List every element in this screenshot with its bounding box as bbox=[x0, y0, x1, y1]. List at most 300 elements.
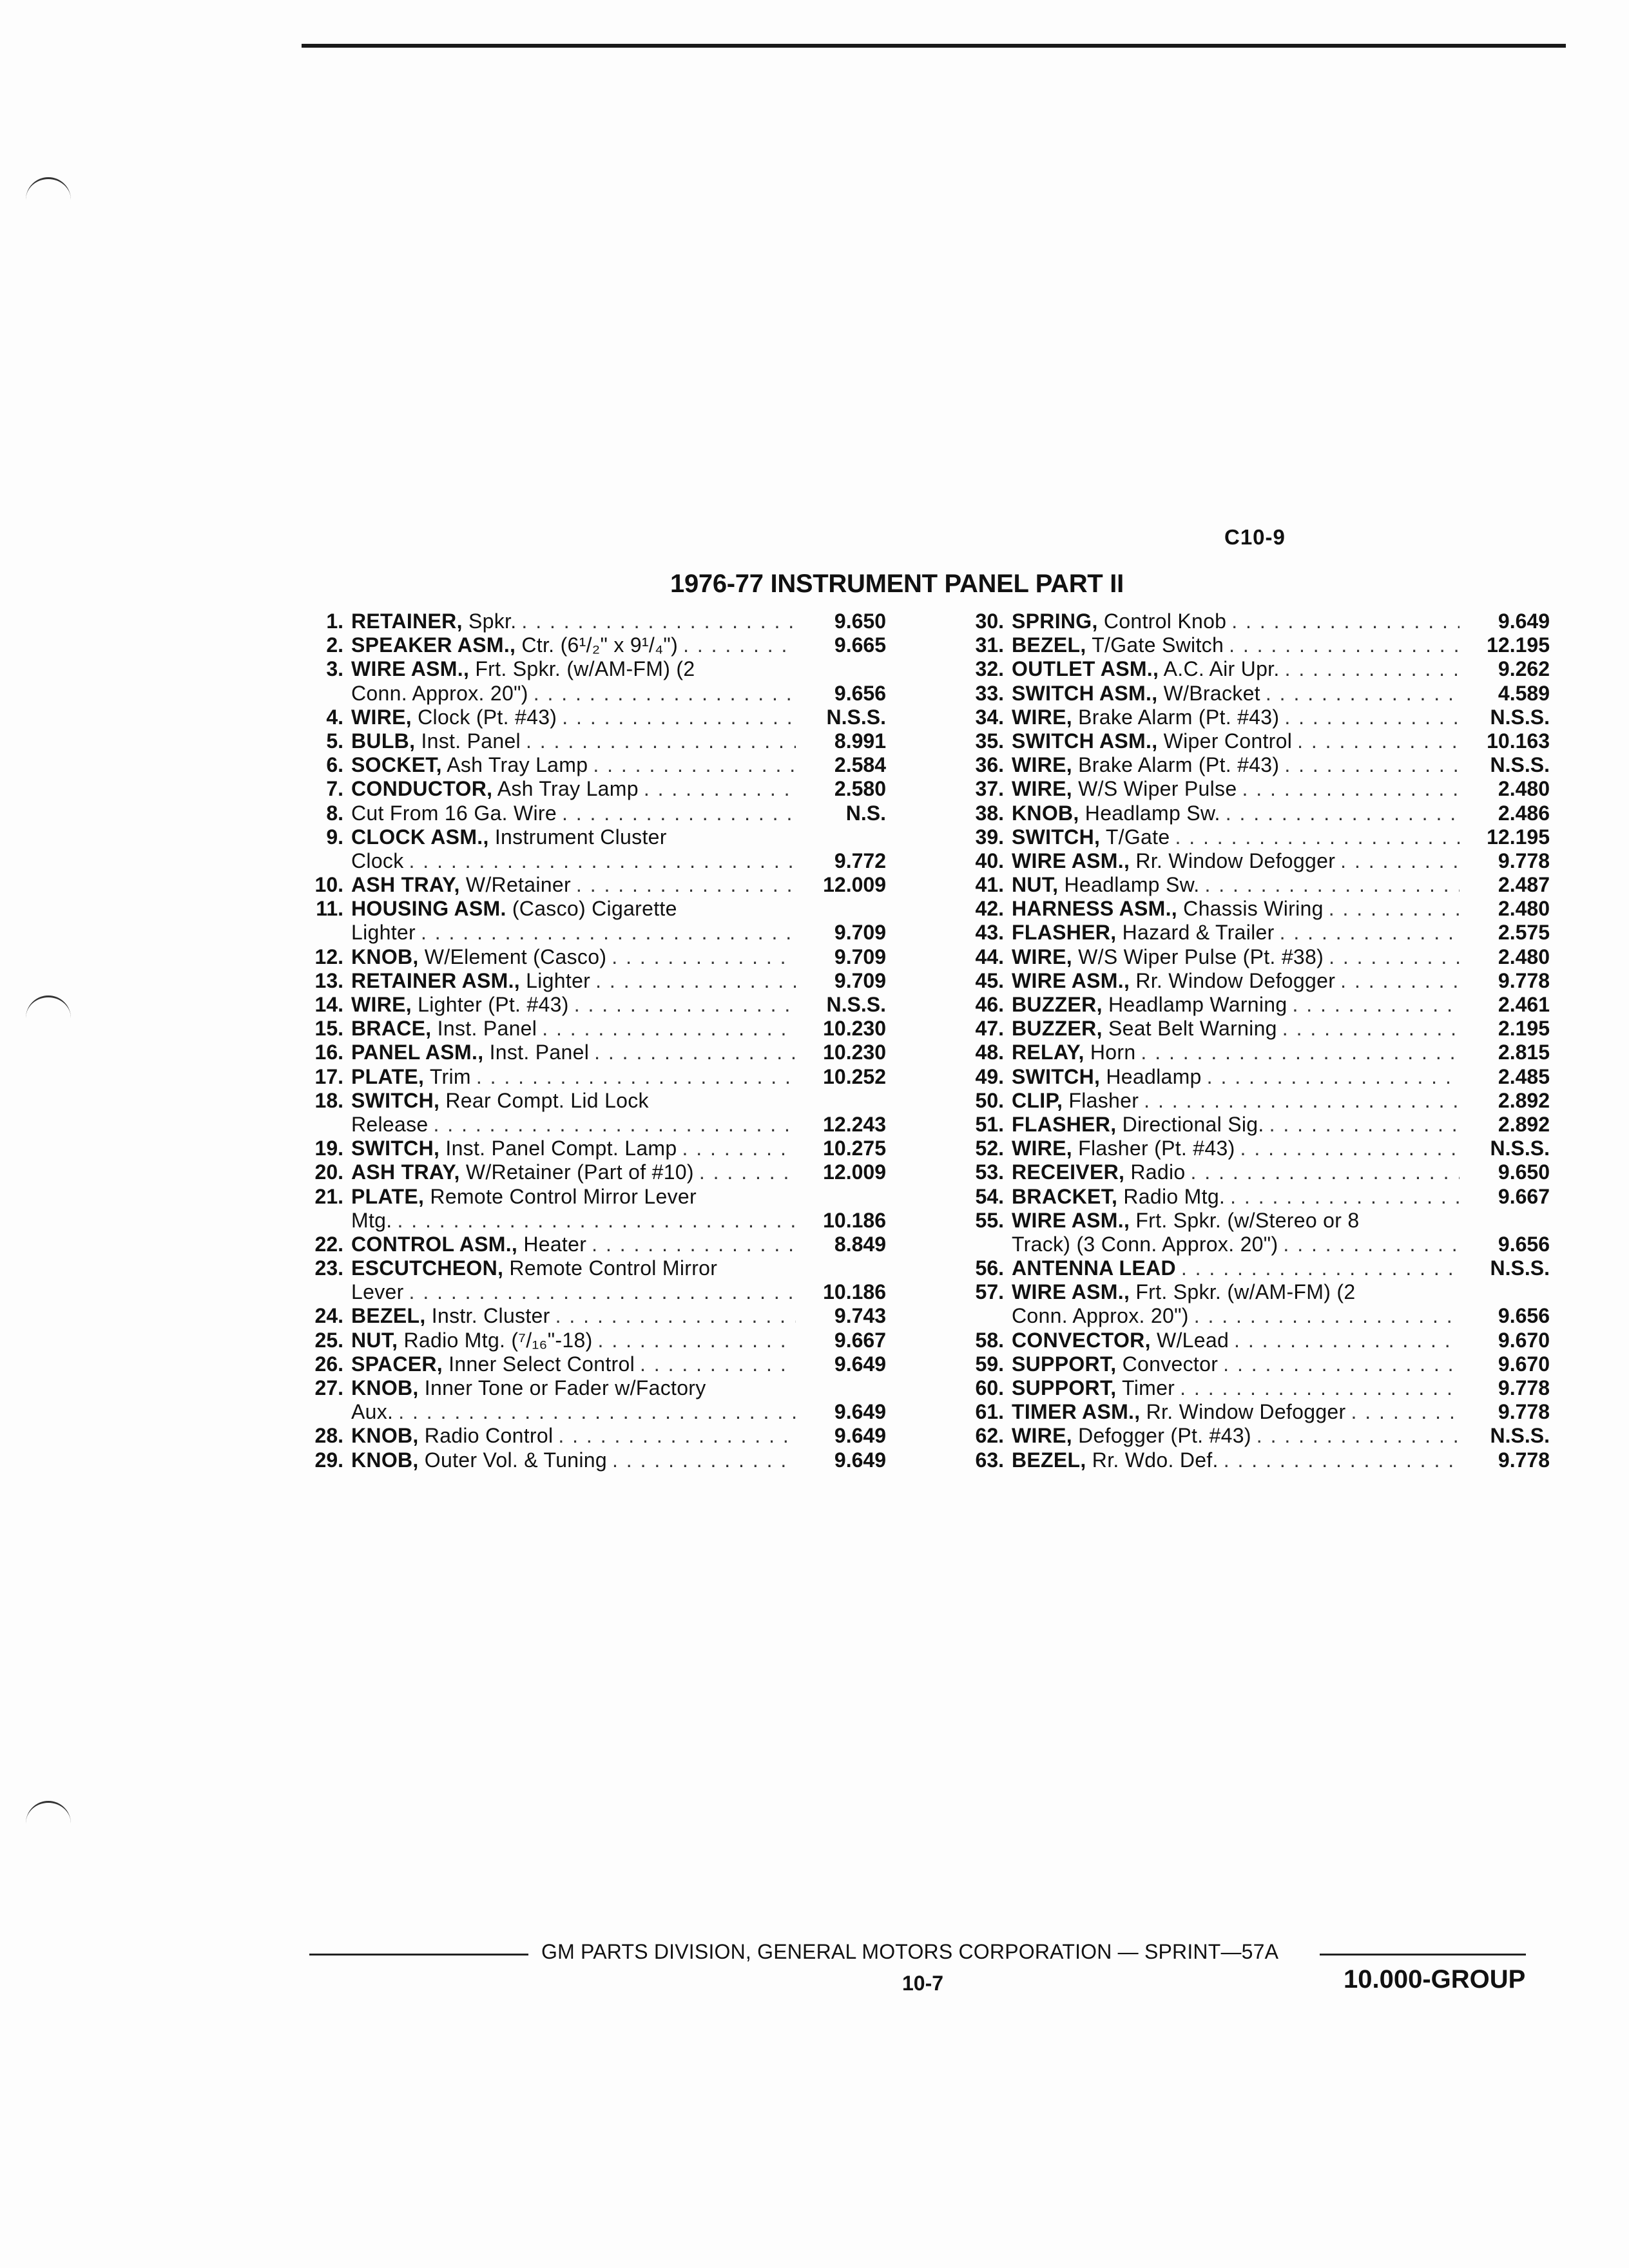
item-part-name: FLASHER, bbox=[1012, 1112, 1117, 1136]
parts-list-row bbox=[954, 1041, 1550, 1064]
group-number: N.S.S. bbox=[1490, 705, 1550, 729]
parts-list-row bbox=[954, 777, 1550, 801]
item-part-name: KNOB, bbox=[351, 1376, 419, 1399]
item-description bbox=[1012, 1137, 1235, 1160]
dot-leader bbox=[516, 610, 796, 633]
item-detail: Rr. Window Defogger bbox=[1130, 968, 1336, 992]
parts-list-row bbox=[954, 873, 1550, 897]
dot-leader bbox=[1260, 682, 1460, 706]
item-detail: Ash Tray Lamp bbox=[492, 777, 639, 801]
item-number: 56. bbox=[975, 1256, 1004, 1280]
item-part-name: KNOB, bbox=[351, 1448, 419, 1472]
parts-list-row bbox=[954, 802, 1550, 825]
item-number: 15. bbox=[314, 1017, 343, 1041]
dot-leader bbox=[528, 682, 796, 706]
item-description bbox=[1012, 1160, 1186, 1184]
group-number: 9.656 bbox=[834, 681, 886, 705]
item-description bbox=[351, 1233, 586, 1256]
group-number: 9.709 bbox=[834, 968, 886, 992]
parts-list-row bbox=[954, 1233, 1550, 1256]
parts-list-row bbox=[954, 1113, 1550, 1137]
dot-leader bbox=[1280, 657, 1460, 681]
item-detail: Headlamp Warning bbox=[1102, 993, 1287, 1016]
group-number: 9.709 bbox=[834, 945, 886, 968]
parts-list-row bbox=[293, 753, 886, 777]
dot-leader bbox=[1175, 1376, 1460, 1400]
group-number: 10.252 bbox=[823, 1064, 886, 1088]
parts-list-row bbox=[954, 993, 1550, 1017]
parts-list-row bbox=[293, 1304, 886, 1328]
item-detail: Frt. Spkr. (w/Stereo or 8 bbox=[1130, 1208, 1360, 1232]
item-description bbox=[1012, 1041, 1135, 1064]
group-number: 9.778 bbox=[1498, 968, 1550, 992]
item-detail: Mtg. bbox=[351, 1208, 392, 1232]
item-description bbox=[351, 969, 590, 993]
item-description bbox=[1012, 633, 1224, 657]
group-number: 2.580 bbox=[834, 777, 886, 801]
parts-list-row bbox=[293, 1376, 886, 1400]
item-detail: W/Retainer (Part of #10) bbox=[459, 1160, 694, 1184]
item-number: 57. bbox=[975, 1280, 1004, 1304]
dot-leader bbox=[1189, 1304, 1460, 1328]
group-number: 9.262 bbox=[1498, 657, 1550, 681]
dot-leader bbox=[1275, 921, 1460, 945]
item-part-name: SOCKET, bbox=[351, 753, 442, 777]
group-number: 2.480 bbox=[1498, 945, 1550, 968]
item-description bbox=[1012, 897, 1324, 921]
parts-list-row bbox=[954, 969, 1550, 993]
parts-list-row bbox=[293, 897, 886, 921]
item-detail: Lever bbox=[351, 1280, 404, 1304]
item-detail: Seat Belt Warning bbox=[1102, 1017, 1277, 1041]
item-part-name: SPEAKER ASM., bbox=[351, 633, 516, 657]
item-part-name: HOUSING ASM. bbox=[351, 897, 506, 921]
parts-list-row bbox=[293, 945, 886, 969]
parts-list-row bbox=[293, 1089, 886, 1113]
group-number: 2.195 bbox=[1498, 1017, 1550, 1041]
item-description bbox=[1012, 753, 1279, 777]
item-detail: Inst. Panel Compt. Lamp bbox=[439, 1137, 677, 1160]
item-part-name: RETAINER ASM., bbox=[351, 968, 520, 992]
dot-leader bbox=[1279, 706, 1460, 729]
item-number: 52. bbox=[975, 1137, 1004, 1160]
parts-list-row bbox=[954, 1256, 1550, 1280]
group-number: 12.009 bbox=[823, 1160, 886, 1184]
parts-list-row bbox=[954, 1137, 1550, 1160]
group-number: 2.892 bbox=[1498, 1088, 1550, 1112]
parts-list-row bbox=[293, 1185, 886, 1209]
item-number: 11. bbox=[316, 897, 343, 921]
item-detail: A.C. Air Upr. bbox=[1159, 657, 1280, 681]
item-description bbox=[1012, 849, 1335, 873]
group-number: 12.009 bbox=[823, 873, 886, 897]
item-detail: Frt. Spkr. (w/AM-FM) (2 bbox=[1130, 1280, 1356, 1304]
page-title: 1976-77 INSTRUMENT PANEL PART II bbox=[670, 570, 1124, 598]
parts-list-row bbox=[954, 633, 1550, 657]
item-number: 32. bbox=[975, 657, 1004, 681]
item-description bbox=[1012, 825, 1170, 849]
footer-page-number: 10-7 bbox=[902, 1972, 944, 1995]
group-number: 2.815 bbox=[1498, 1041, 1550, 1064]
item-detail: Conn. Approx. 20") bbox=[1012, 1304, 1189, 1328]
dot-leader bbox=[392, 1209, 796, 1233]
dot-leader bbox=[588, 753, 796, 777]
item-description bbox=[351, 610, 516, 633]
group-number: 2.461 bbox=[1498, 993, 1550, 1016]
item-number: 20. bbox=[314, 1160, 343, 1184]
item-detail: Trim bbox=[424, 1064, 471, 1088]
item-detail: Headlamp bbox=[1100, 1064, 1202, 1088]
item-description bbox=[351, 945, 606, 969]
item-detail: Cut From 16 Ga. Wire bbox=[351, 801, 557, 825]
item-description bbox=[1012, 1233, 1278, 1256]
item-detail: Radio Mtg. bbox=[1117, 1184, 1226, 1208]
group-number: 9.778 bbox=[1498, 849, 1550, 872]
group-number: N.S. bbox=[845, 801, 886, 825]
parts-list-row bbox=[293, 825, 886, 849]
group-number: 2.480 bbox=[1498, 777, 1550, 801]
dot-leader bbox=[550, 1304, 796, 1328]
item-description bbox=[351, 682, 528, 706]
parts-list-row bbox=[293, 1280, 886, 1304]
dot-leader bbox=[1287, 993, 1460, 1017]
item-number: 48. bbox=[975, 1041, 1004, 1064]
item-part-name: CLIP, bbox=[1012, 1088, 1063, 1112]
dot-leader bbox=[569, 993, 796, 1017]
parts-list-row bbox=[293, 1400, 886, 1424]
item-number: 12. bbox=[314, 945, 343, 968]
item-number: 33. bbox=[975, 681, 1004, 705]
dot-leader bbox=[694, 1160, 796, 1184]
dot-leader bbox=[1251, 1424, 1460, 1448]
group-number: 2.892 bbox=[1498, 1112, 1550, 1136]
item-number: 39. bbox=[975, 825, 1004, 849]
item-part-name: ANTENNA LEAD bbox=[1012, 1256, 1176, 1280]
dot-leader bbox=[1202, 1065, 1460, 1089]
item-part-name: KNOB, bbox=[1012, 801, 1079, 825]
group-number: 10.186 bbox=[823, 1280, 886, 1304]
item-number: 26. bbox=[314, 1352, 343, 1376]
item-part-name: RECEIVER, bbox=[1012, 1160, 1125, 1184]
parts-list-row bbox=[293, 1256, 886, 1280]
item-description bbox=[1012, 1089, 1139, 1113]
item-part-name: WIRE ASM., bbox=[1012, 849, 1130, 872]
parts-list-row bbox=[293, 1041, 886, 1064]
parts-list-row bbox=[954, 921, 1550, 945]
item-description bbox=[1012, 1280, 1355, 1304]
item-part-name: BUZZER, bbox=[1012, 993, 1103, 1016]
item-detail: Radio Mtg. (⁷/₁₆"-18) bbox=[398, 1328, 593, 1352]
item-description bbox=[1012, 1329, 1229, 1352]
item-number: 59. bbox=[975, 1352, 1004, 1376]
item-detail: T/Gate bbox=[1100, 825, 1170, 849]
item-detail: (Casco) Cigarette bbox=[506, 897, 677, 921]
dot-leader bbox=[1226, 610, 1460, 633]
group-number: 8.849 bbox=[834, 1232, 886, 1256]
parts-list-row bbox=[293, 729, 886, 753]
dot-leader bbox=[1219, 1448, 1460, 1472]
item-description bbox=[351, 1448, 607, 1472]
item-number: 19. bbox=[314, 1137, 343, 1160]
group-number: N.S.S. bbox=[1490, 1137, 1550, 1160]
item-detail: Lighter (Pt. #43) bbox=[411, 993, 569, 1016]
item-detail: Flasher bbox=[1063, 1088, 1139, 1112]
parts-list-row bbox=[954, 1424, 1550, 1448]
item-number: 60. bbox=[975, 1376, 1004, 1399]
dot-leader bbox=[639, 777, 796, 801]
item-part-name: WIRE, bbox=[1012, 753, 1072, 777]
item-part-name: BUZZER, bbox=[1012, 1017, 1103, 1041]
item-description bbox=[351, 1017, 537, 1041]
item-description bbox=[351, 993, 569, 1017]
item-description bbox=[1012, 610, 1226, 633]
parts-list-row bbox=[293, 993, 886, 1017]
group-number: 10.163 bbox=[1487, 729, 1550, 753]
binder-hole-mark bbox=[26, 177, 71, 205]
item-description bbox=[351, 1256, 717, 1280]
group-number: 2.486 bbox=[1498, 801, 1550, 825]
item-part-name: PANEL ASM., bbox=[351, 1041, 484, 1064]
dot-leader bbox=[571, 873, 796, 897]
item-part-name: SWITCH, bbox=[1012, 1064, 1101, 1088]
parts-list-row bbox=[954, 1280, 1550, 1304]
item-part-name: SWITCH ASM., bbox=[1012, 729, 1158, 753]
dot-leader bbox=[1235, 1137, 1460, 1160]
item-part-name: FLASHER, bbox=[1012, 921, 1117, 945]
item-detail: Inner Tone or Fader w/Factory bbox=[418, 1376, 706, 1399]
group-number: 9.667 bbox=[1498, 1184, 1550, 1208]
item-detail: Rear Compt. Lid Lock bbox=[439, 1088, 649, 1112]
item-part-name: BRACE, bbox=[351, 1017, 432, 1041]
group-number: 12.195 bbox=[1487, 825, 1550, 849]
item-description bbox=[351, 729, 521, 753]
item-number: 53. bbox=[975, 1160, 1004, 1184]
group-number: N.S.S. bbox=[1490, 1256, 1550, 1280]
item-detail: Brake Alarm (Pt. #43) bbox=[1072, 753, 1280, 777]
item-part-name: NUT, bbox=[351, 1328, 398, 1352]
item-detail: Hazard & Trailer bbox=[1116, 921, 1275, 945]
item-number: 36. bbox=[975, 753, 1004, 777]
item-description bbox=[351, 897, 677, 921]
binder-hole-mark bbox=[26, 995, 71, 1023]
dot-leader bbox=[393, 1400, 796, 1424]
item-description bbox=[1012, 1065, 1202, 1089]
item-description bbox=[351, 1376, 706, 1400]
group-number: 9.778 bbox=[1498, 1400, 1550, 1424]
item-detail: Conn. Approx. 20") bbox=[351, 681, 528, 705]
page-code: C10-9 bbox=[1224, 525, 1286, 549]
item-description bbox=[1012, 1209, 1360, 1233]
item-part-name: OUTLET ASM., bbox=[1012, 657, 1159, 681]
parts-list-row bbox=[954, 849, 1550, 873]
item-number: 45. bbox=[975, 968, 1004, 992]
dot-leader bbox=[1139, 1089, 1460, 1113]
group-number: 8.991 bbox=[834, 729, 886, 753]
item-number: 38. bbox=[975, 801, 1004, 825]
item-description bbox=[351, 802, 557, 825]
parts-list-row bbox=[293, 682, 886, 706]
item-detail: Clock (Pt. #43) bbox=[411, 705, 557, 729]
parts-list-row bbox=[954, 729, 1550, 753]
item-description bbox=[1012, 1017, 1277, 1041]
item-number: 16. bbox=[314, 1041, 343, 1064]
item-detail: Lighter bbox=[351, 921, 416, 945]
item-description bbox=[351, 1280, 404, 1304]
parts-list-row bbox=[954, 1376, 1550, 1400]
dot-leader bbox=[1324, 897, 1460, 921]
item-number: 40. bbox=[975, 849, 1004, 872]
binder-hole-mark bbox=[26, 1801, 71, 1829]
dot-leader bbox=[1292, 729, 1460, 753]
item-number: 58. bbox=[975, 1328, 1004, 1352]
item-description bbox=[1012, 945, 1324, 969]
parts-list-row bbox=[293, 1329, 886, 1352]
parts-list-row bbox=[293, 1424, 886, 1448]
item-part-name: SWITCH ASM., bbox=[1012, 681, 1158, 705]
group-number: 2.485 bbox=[1498, 1064, 1550, 1088]
item-detail: Rr. Wdo. Def. bbox=[1086, 1448, 1219, 1472]
item-number: 14. bbox=[314, 993, 343, 1016]
item-detail: W/Retainer bbox=[459, 873, 571, 897]
group-number: 12.195 bbox=[1487, 633, 1550, 657]
item-detail: Convector bbox=[1116, 1352, 1219, 1376]
item-number: 23. bbox=[314, 1256, 343, 1280]
item-detail: Instr. Cluster bbox=[425, 1304, 550, 1328]
dot-leader bbox=[1278, 1233, 1460, 1256]
item-description bbox=[351, 633, 678, 657]
group-number: 9.778 bbox=[1498, 1376, 1550, 1399]
item-number: 30. bbox=[975, 610, 1004, 633]
item-part-name: SUPPORT, bbox=[1012, 1376, 1117, 1399]
item-part-name: BEZEL, bbox=[1012, 633, 1086, 657]
item-part-name: KNOB, bbox=[351, 945, 419, 968]
item-detail: Clock bbox=[351, 849, 404, 872]
group-number: 2.480 bbox=[1498, 897, 1550, 921]
item-description bbox=[351, 849, 404, 873]
item-number: 54. bbox=[975, 1184, 1004, 1208]
group-number: N.S.S. bbox=[826, 705, 886, 729]
dot-leader bbox=[429, 1113, 796, 1137]
item-detail: Wiper Control bbox=[1157, 729, 1293, 753]
item-part-name: CONDUCTOR, bbox=[351, 777, 493, 801]
item-detail: Inst. Panel bbox=[415, 729, 521, 753]
group-number: 9.649 bbox=[1498, 610, 1550, 633]
parts-list-row bbox=[954, 706, 1550, 729]
parts-list-row bbox=[293, 1065, 886, 1089]
item-description bbox=[1012, 1113, 1264, 1137]
item-number: 46. bbox=[975, 993, 1004, 1016]
item-number: 25. bbox=[314, 1328, 343, 1352]
dot-leader bbox=[521, 729, 796, 753]
item-number: 17. bbox=[314, 1064, 343, 1088]
dot-leader bbox=[1229, 1329, 1460, 1352]
item-part-name: WIRE, bbox=[351, 705, 412, 729]
item-description bbox=[1012, 802, 1220, 825]
item-detail: Heater bbox=[517, 1232, 587, 1256]
parts-list-row bbox=[954, 682, 1550, 706]
item-number: 62. bbox=[975, 1424, 1004, 1448]
item-detail: Horn bbox=[1084, 1041, 1136, 1064]
item-detail: Release bbox=[351, 1112, 429, 1136]
item-description bbox=[351, 1113, 429, 1137]
item-number: 37. bbox=[975, 777, 1004, 801]
group-number: 9.649 bbox=[834, 1352, 886, 1376]
parts-list-row bbox=[293, 1113, 886, 1137]
item-part-name: WIRE, bbox=[351, 993, 412, 1016]
item-description bbox=[351, 1137, 677, 1160]
item-number: 42. bbox=[975, 897, 1004, 921]
item-number: 21. bbox=[314, 1184, 343, 1208]
item-detail: Timer bbox=[1116, 1376, 1175, 1399]
parts-list-row bbox=[293, 777, 886, 801]
parts-list-left bbox=[293, 610, 886, 1472]
item-part-name: WIRE, bbox=[1012, 1424, 1072, 1448]
item-part-name: WIRE, bbox=[1012, 777, 1072, 801]
group-number: N.S.S. bbox=[826, 993, 886, 1016]
group-number: 9.650 bbox=[834, 610, 886, 633]
item-description bbox=[1012, 1256, 1176, 1280]
item-description bbox=[351, 1160, 694, 1184]
item-detail: Remote Control Mirror bbox=[503, 1256, 718, 1280]
item-detail: Spkr. bbox=[462, 610, 517, 633]
item-part-name: WIRE ASM., bbox=[351, 657, 470, 681]
item-part-name: WIRE ASM., bbox=[1012, 1280, 1130, 1304]
item-part-name: SUPPORT, bbox=[1012, 1352, 1117, 1376]
item-description bbox=[351, 1209, 392, 1233]
item-description bbox=[351, 1424, 553, 1448]
item-description bbox=[351, 1089, 649, 1113]
item-number: 27. bbox=[314, 1376, 343, 1399]
group-number: 9.665 bbox=[834, 633, 886, 657]
item-detail: Rr. Window Defogger bbox=[1140, 1400, 1346, 1424]
dot-leader bbox=[1135, 1041, 1460, 1064]
item-part-name: CLOCK ASM., bbox=[351, 825, 489, 849]
item-description bbox=[351, 921, 416, 945]
item-part-name: CONTROL ASM., bbox=[351, 1232, 518, 1256]
parts-list-row bbox=[954, 1065, 1550, 1089]
dot-leader bbox=[1186, 1160, 1460, 1184]
item-part-name: WIRE, bbox=[1012, 705, 1072, 729]
item-part-name: WIRE ASM., bbox=[1012, 1208, 1130, 1232]
group-number: 9.667 bbox=[834, 1328, 886, 1352]
parts-list-row bbox=[954, 1160, 1550, 1184]
dot-leader bbox=[1170, 825, 1460, 849]
item-part-name: WIRE ASM., bbox=[1012, 968, 1130, 992]
item-description bbox=[351, 753, 588, 777]
item-detail: Rr. Window Defogger bbox=[1130, 849, 1336, 872]
item-number: 4. bbox=[326, 705, 343, 729]
item-part-name: BEZEL, bbox=[1012, 1448, 1086, 1472]
item-number: 61. bbox=[975, 1400, 1004, 1424]
item-detail: Aux. bbox=[351, 1400, 394, 1424]
item-part-name: ASH TRAY, bbox=[351, 1160, 460, 1184]
parts-list-row bbox=[293, 1448, 886, 1472]
group-number: 4.589 bbox=[1498, 681, 1550, 705]
item-number: 18. bbox=[314, 1088, 343, 1112]
item-part-name: RETAINER, bbox=[351, 610, 463, 633]
item-description bbox=[351, 1400, 393, 1424]
item-number: 13. bbox=[314, 968, 343, 992]
item-description bbox=[351, 1065, 471, 1089]
item-description bbox=[1012, 777, 1237, 801]
dot-leader bbox=[1324, 945, 1460, 969]
dot-leader bbox=[537, 1017, 796, 1041]
item-part-name: ASH TRAY, bbox=[351, 873, 460, 897]
item-number: 43. bbox=[975, 921, 1004, 945]
parts-list-row bbox=[293, 873, 886, 897]
parts-list-row bbox=[954, 1400, 1550, 1424]
item-description bbox=[351, 1041, 589, 1064]
